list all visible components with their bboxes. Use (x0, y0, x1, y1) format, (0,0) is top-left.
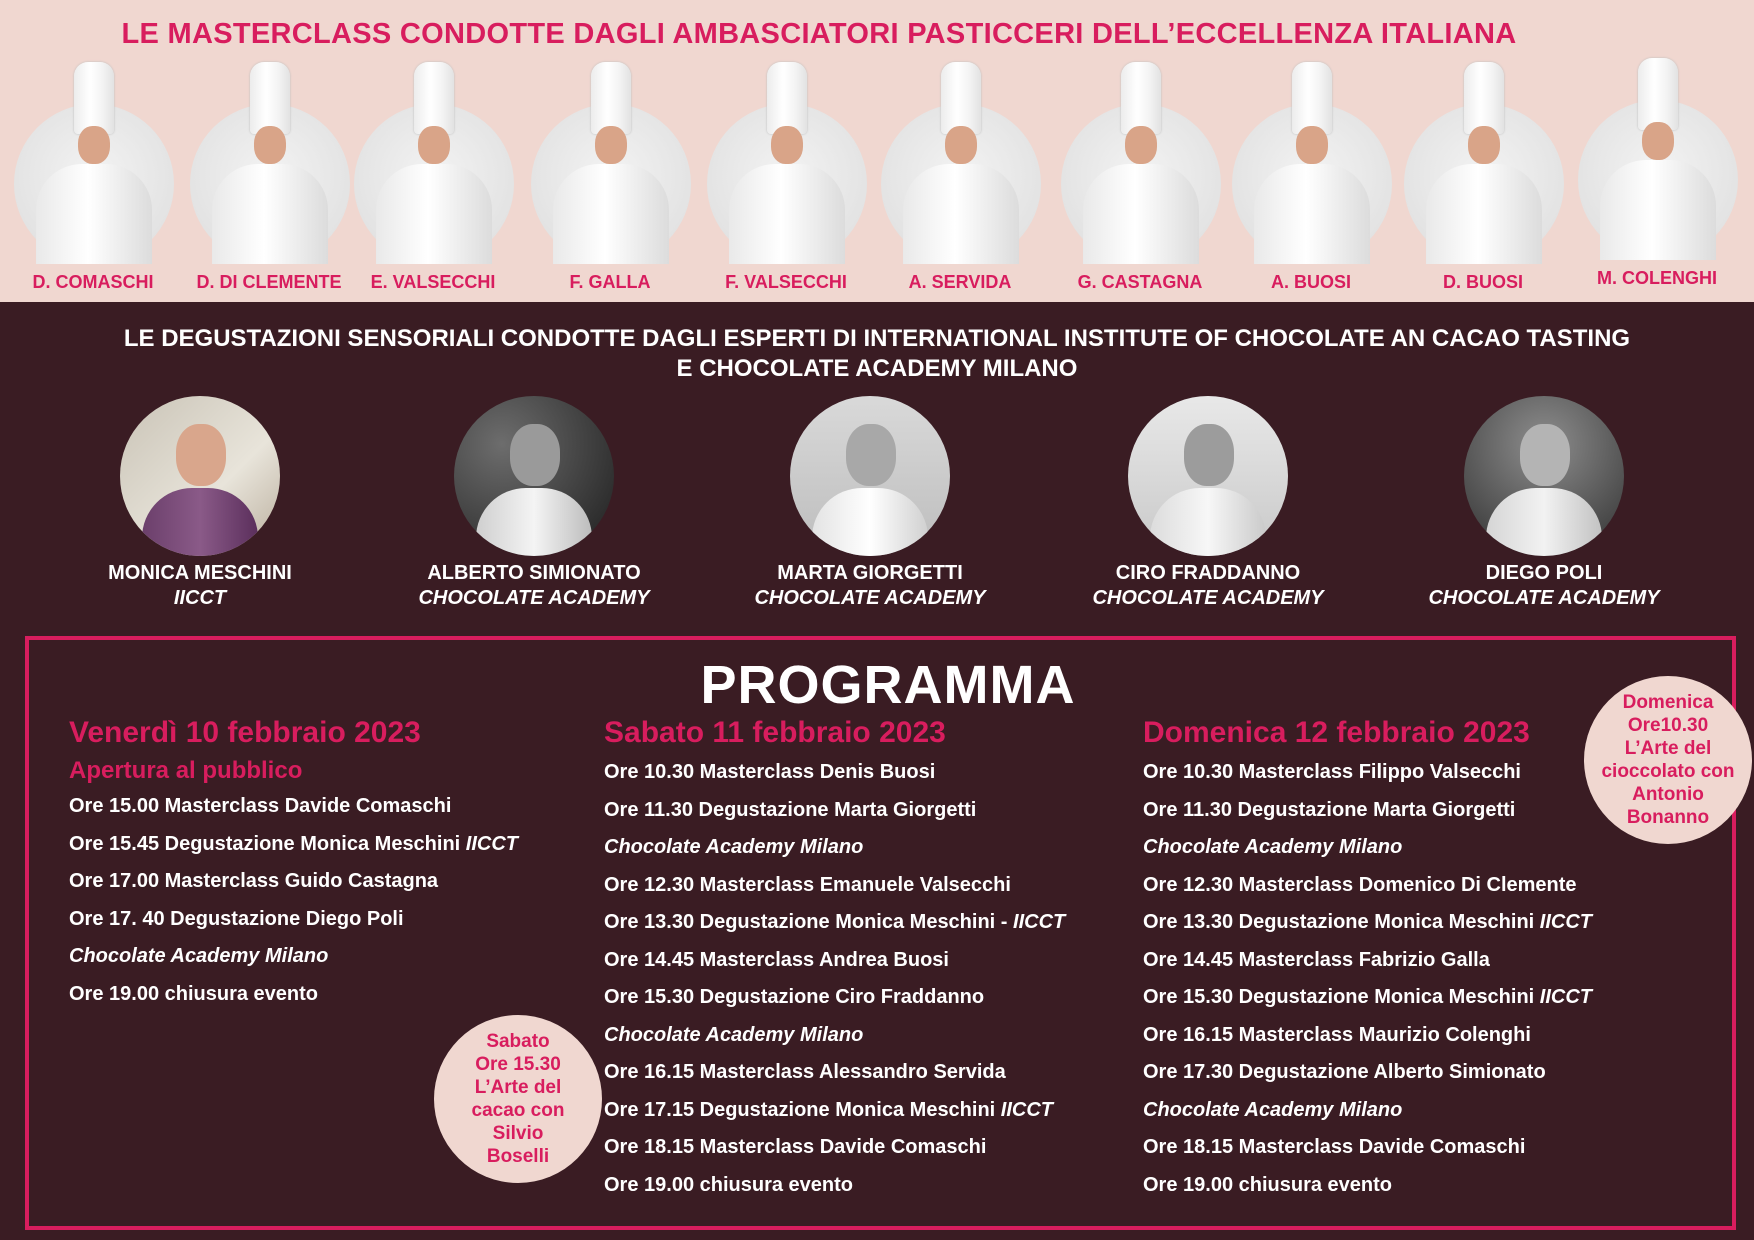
expert-card (1394, 396, 1694, 609)
expert-name: MONICA MESCHINI (108, 562, 292, 584)
chef-hat-icon (250, 62, 290, 134)
chef-card (875, 60, 1043, 300)
expert-card (1058, 396, 1358, 609)
programma-title: PROGRAMMA (700, 655, 1076, 715)
schedule-item: Ore 15.00 Masterclass Davide Comaschi (69, 795, 452, 817)
schedule-item: Chocolate Academy Milano (604, 1023, 864, 1046)
expert-name: CIRO FRADDANNO (1115, 562, 1301, 584)
day-heading: Venerdì 10 febbraio 2023 (69, 716, 421, 749)
schedule-item: Ore 14.45 Masterclass Fabrizio Galla (1143, 948, 1490, 971)
schedule-list (1143, 754, 1592, 1204)
chef-card (1226, 60, 1394, 300)
badge-line: cacao con (471, 1100, 565, 1121)
chef-name: D. COMASCHI (32, 272, 154, 292)
schedule-item: Ore 17. 40 Degustazione Diego Poli (69, 907, 404, 930)
schedule-item: Ore 19.00 chiusura evento (1143, 1173, 1393, 1196)
badge-line: L’Arte del (1624, 738, 1712, 759)
chef-name: D. DI CLEMENTE (196, 272, 342, 292)
chef-name: A. BUOSI (1270, 272, 1351, 292)
friday-column (69, 712, 518, 1013)
badge-line: Boselli (486, 1146, 550, 1167)
schedule-item: Chocolate Academy Milano (1143, 1098, 1403, 1121)
expert-org: CHOCOLATE ACADEMY (418, 587, 650, 609)
schedule-item: Ore 11.30 Degustazione Marta Giorgetti (1143, 798, 1516, 821)
schedule-list (604, 754, 1065, 1204)
schedule-item: Ore 12.30 Masterclass Domenico Di Clemente (1143, 873, 1577, 896)
chef-hat-icon (941, 62, 981, 134)
chef-name: D. BUOSI (1442, 272, 1523, 292)
badge-line: L’Arte del (474, 1077, 562, 1098)
badge-line: cioccolato con (1601, 761, 1735, 782)
expert-photo (1464, 396, 1624, 556)
expert-photo (790, 396, 950, 556)
badge-line: Domenica (1622, 692, 1714, 713)
schedule-item: Ore 16.15 Masterclass Alessandro Servida (604, 1061, 1006, 1083)
schedule-item: Ore 18.15 Masterclass Davide Comaschi (1143, 1136, 1526, 1158)
schedule-item: Chocolate Academy Milano (69, 945, 329, 967)
schedule-item: Ore 16.15 Masterclass Maurizio Colenghi (1143, 1023, 1531, 1046)
chef-name: E. VALSECCHI (370, 272, 496, 292)
chef-hat-icon (1464, 62, 1504, 134)
schedule-item: Ore 11.30 Degustazione Marta Giorgetti (604, 798, 977, 821)
chef-hat-icon (591, 62, 631, 134)
degustazioni-section (0, 302, 1754, 1240)
expert-name: DIEGO POLI (1485, 562, 1603, 584)
expert-org: IICCT (173, 587, 227, 609)
expert-org: CHOCOLATE ACADEMY (1428, 587, 1660, 609)
badge-line: Ore 15.30 (475, 1054, 561, 1075)
schedule-item: Ore 17.30 Degustazione Alberto Simionato (1143, 1061, 1546, 1083)
chef-card (525, 60, 693, 300)
chef-card (701, 60, 869, 300)
badge-line: Bonanno (1626, 807, 1710, 828)
chef-name: F. VALSECCHI (725, 272, 847, 292)
schedule-item: Ore 14.45 Masterclass Andrea Buosi (604, 948, 949, 971)
chef-card (1572, 56, 1740, 296)
schedule-item: Ore 13.30 Degustazione Monica Meschini IICCT (1143, 911, 1593, 933)
saturday-column (604, 712, 1065, 1204)
expert-name: ALBERTO SIMIONATO (427, 562, 641, 584)
sunday-column (1143, 712, 1592, 1204)
chef-card (8, 60, 176, 300)
schedule-item: Ore 15.30 Degustazione Monica Meschini IICCT (1143, 986, 1593, 1008)
schedule-item: Ore 12.30 Masterclass Emanuele Valsecchi (604, 873, 1011, 896)
day-heading: Domenica 12 febbraio 2023 (1143, 716, 1530, 749)
chef-hat-icon (1121, 62, 1161, 134)
badge-sunday (1584, 676, 1752, 844)
schedule-item: Chocolate Academy Milano (1143, 836, 1403, 858)
expert-card (720, 396, 1020, 609)
schedule-item: Ore 17.00 Masterclass Guido Castagna (69, 870, 439, 892)
badge-line: Silvio (492, 1123, 544, 1144)
badge-line: Antonio (1632, 784, 1704, 805)
schedule-item: Ore 15.30 Degustazione Ciro Fraddanno (604, 986, 985, 1008)
schedule-item: Ore 13.30 Degustazione Monica Meschini - IICCT (604, 911, 1066, 933)
day-subtitle: Apertura al pubblico (69, 757, 303, 784)
expert-photo (120, 396, 280, 556)
schedule-item: Ore 19.00 chiusura evento (604, 1173, 854, 1196)
expert-photo (1128, 396, 1288, 556)
expert-photo (454, 396, 614, 556)
chef-hat-icon (74, 62, 114, 134)
schedule-item: Chocolate Academy Milano (604, 836, 864, 858)
masterclass-title: LE MASTERCLASS CONDOTTE DAGLI AMBASCIATORI PASTICCERI DELL’ECCELLENZA ITALIANA (121, 18, 1517, 50)
chef-card (184, 60, 352, 300)
expert-card (50, 396, 350, 609)
expert-org: CHOCOLATE ACADEMY (1092, 587, 1324, 609)
chef-card (1398, 60, 1566, 300)
chef-hat-icon (1638, 58, 1678, 130)
chef-name: A. SERVIDA (908, 272, 1012, 292)
chef-hat-icon (1292, 62, 1332, 134)
schedule-item: Ore 15.45 Degustazione Monica Meschini IICCT (69, 832, 519, 855)
schedule-item: Ore 18.15 Masterclass Davide Comaschi (604, 1136, 987, 1158)
schedule-item: Ore 10.30 Masterclass Denis Buosi (604, 761, 936, 783)
expert-name: MARTA GIORGETTI (777, 562, 963, 584)
badge-saturday (434, 1015, 602, 1183)
chef-card (348, 60, 516, 300)
programma-frame (25, 636, 1736, 1230)
schedule-item: Ore 19.00 chiusura evento (69, 982, 319, 1005)
schedule-list (69, 788, 518, 1013)
chef-name: G. CASTAGNA (1077, 272, 1203, 292)
expert-card (384, 396, 684, 609)
chef-hat-icon (414, 62, 454, 134)
chef-name: F. GALLA (569, 272, 651, 292)
day-heading: Sabato 11 febbraio 2023 (604, 716, 946, 749)
masterclass-section (0, 0, 1754, 302)
schedule-item: Ore 10.30 Masterclass Filippo Valsecchi (1143, 761, 1521, 783)
chef-card (1055, 60, 1223, 300)
experts-title: LE DEGUSTAZIONI SENSORIALI CONDOTTE DAGLI ESPERTI DI INTERNATIONAL INSTITUTE OF CHOCOLATE AN CACAO TASTING E CHOCOLATE ACADEMY MILANO (123, 325, 1631, 382)
chef-name: M. COLENGHI (1597, 268, 1717, 288)
badge-line: Sabato (486, 1031, 550, 1052)
badge-line: Ore10.30 (1627, 715, 1709, 736)
expert-org: CHOCOLATE ACADEMY (754, 587, 986, 609)
chef-hat-icon (767, 62, 807, 134)
schedule-item: Ore 17.15 Degustazione Monica Meschini IICCT (604, 1098, 1054, 1121)
